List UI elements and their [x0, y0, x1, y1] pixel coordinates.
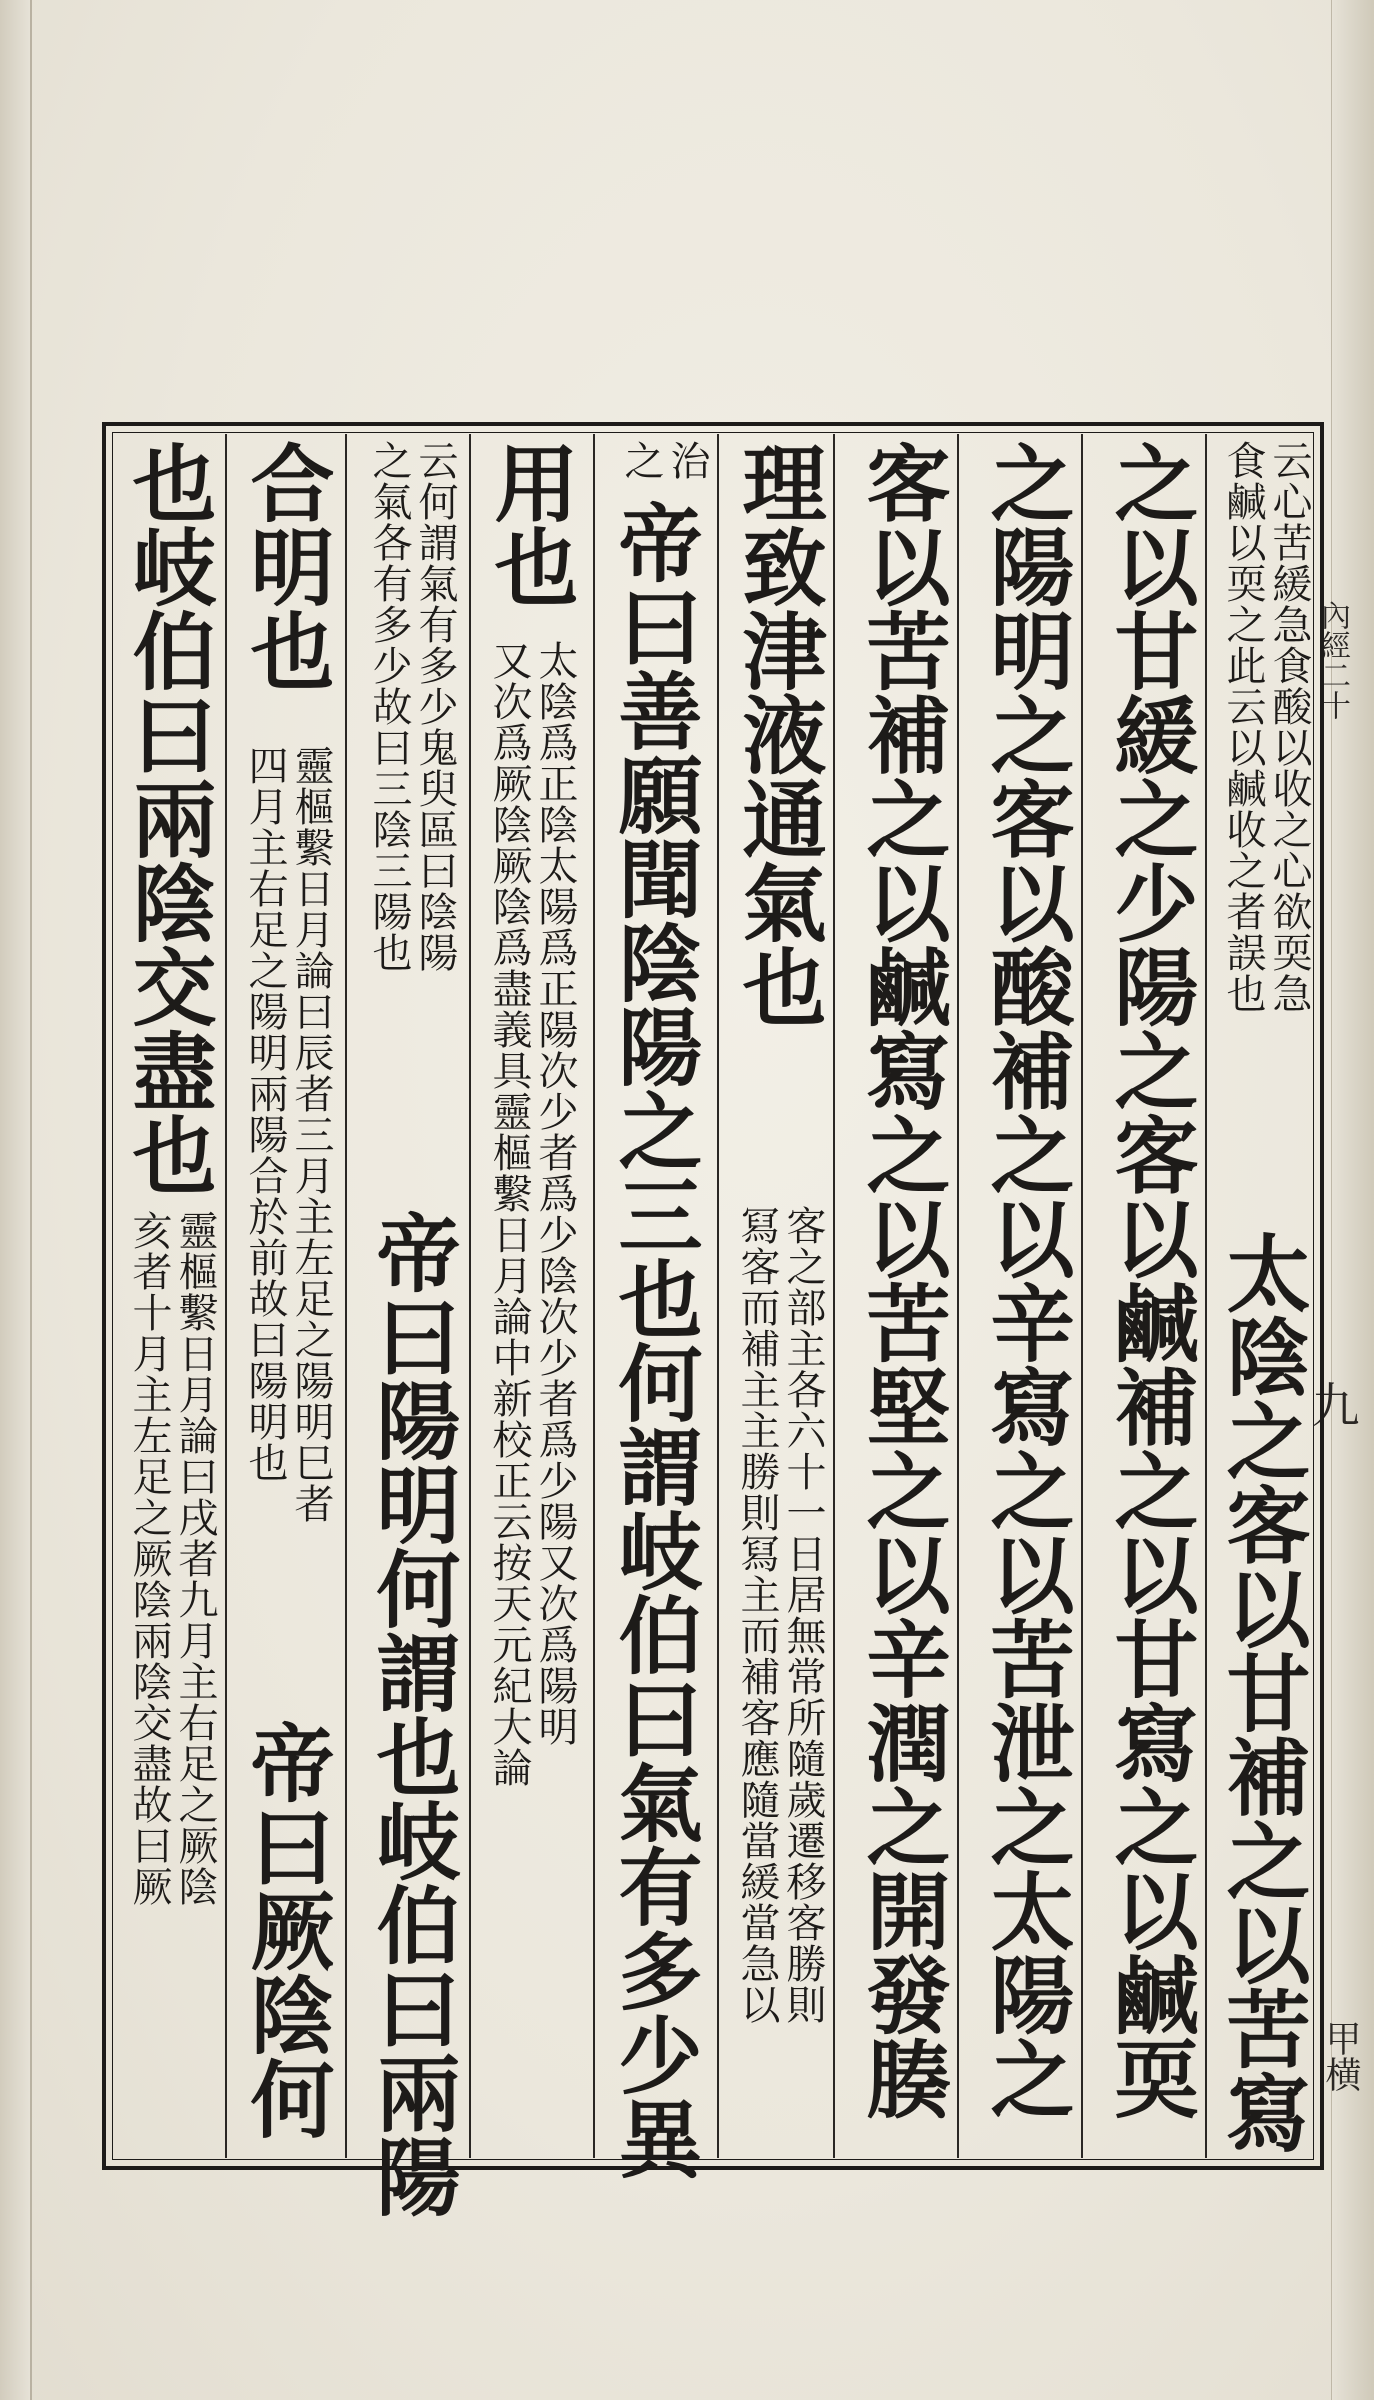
main-text-column-4	[840, 440, 952, 2155]
main-text-line: 也岐伯曰兩陰交盡也	[119, 440, 218, 1196]
annotation-line: 又次爲厥陰厥陰爲盡義具靈樞繫日月論中新校正云按天元紀大論	[486, 640, 532, 1788]
column-divider	[833, 434, 835, 2158]
annotation-column-9	[238, 745, 334, 1645]
annotation-column-7	[482, 640, 578, 2155]
main-text-column-8	[352, 1210, 462, 2218]
main-text-column-9b	[232, 1720, 336, 2160]
annotation-column-10	[122, 1210, 218, 2160]
main-text-column-9	[232, 440, 336, 750]
page-number: 九	[1303, 1380, 1359, 1428]
annotation-line: 冩客而補主主勝則冩主而補客應隨當緩當急以	[734, 1205, 780, 2025]
annotation-line: 亥者十月主左足之厥陰兩陰交盡故曰厥	[126, 1210, 172, 1907]
annotation-line: 治	[664, 440, 710, 481]
annotation-line: 之	[618, 440, 664, 481]
main-text-column-3	[964, 440, 1076, 2155]
margin-tab-text: 內經二十	[1315, 600, 1350, 720]
main-text-line: 帝曰陽明何謂也岐伯曰兩陽	[363, 1210, 462, 2218]
column-divider	[593, 434, 595, 2158]
column-divider	[345, 434, 347, 2158]
binding-edge	[0, 0, 32, 2400]
column-divider	[1205, 434, 1207, 2158]
main-text-line: 之以甘緩之少陽之客以鹹補之以甘寫之以鹹耎	[1101, 440, 1200, 2120]
main-text-line: 用也	[481, 440, 580, 608]
annotation-line: 客之部主各六十一日居無常所隨歲遷移客勝則	[780, 1205, 826, 2025]
annotation-line: 靈樞繫日月論曰戌者九月主右足之厥陰	[172, 1210, 218, 1907]
column-divider	[225, 434, 227, 2158]
main-text-column-1	[1212, 1230, 1312, 2155]
main-text-column-6	[600, 500, 704, 2180]
column-divider	[957, 434, 959, 2158]
annotation-line: 靈樞繫日月論曰辰者三月主左足之陽明巳者	[288, 745, 334, 1524]
main-text-line: 合明也	[237, 440, 336, 692]
main-text-column-2	[1088, 440, 1200, 2155]
main-text-line: 客以苦補之以鹹寫之以苦堅之以辛潤之開發腠	[853, 440, 952, 2120]
column-divider	[1081, 434, 1083, 2158]
annotation-line: 云心苦緩急食酸以收之心欲耎急	[1266, 440, 1312, 1014]
annotation-column-8	[362, 440, 458, 1220]
annotation-line: 食鹹以耎之此云以鹹收之者誤也	[1220, 440, 1266, 1014]
column-divider	[717, 434, 719, 2158]
main-text-column-5	[724, 440, 828, 1200]
main-text-column-7	[476, 440, 580, 650]
main-text-line: 之陽明之客以酸補之以辛寫之以苦泄之太陽之	[977, 440, 1076, 2120]
annotation-line: 之氣各有多少故曰三陰三陽也	[366, 440, 412, 973]
annotation-line: 云何謂氣有多少鬼臾區曰陰陽	[412, 440, 458, 973]
main-text-line: 太陰之客以甘補之以苦寫	[1213, 1230, 1312, 2154]
main-text-line: 理致津液通氣也	[729, 440, 828, 1028]
annotation-line: 四月主右足之陽明兩陽合於前故曰陽明也	[242, 745, 288, 1483]
column-divider	[469, 434, 471, 2158]
main-text-line: 帝曰善願聞陰陽之三也何謂岐伯曰氣有多少異	[605, 500, 704, 2180]
margin-lower-mark: 甲横	[1320, 2020, 1361, 2092]
main-text-line: 帝曰厥陰何	[237, 1720, 336, 2140]
annotation-line: 太陰爲正陰太陽爲正陽次少者爲少陰次少者爲少陽又次爲陽明	[532, 640, 578, 1747]
annotation-column-5	[730, 1205, 826, 2155]
